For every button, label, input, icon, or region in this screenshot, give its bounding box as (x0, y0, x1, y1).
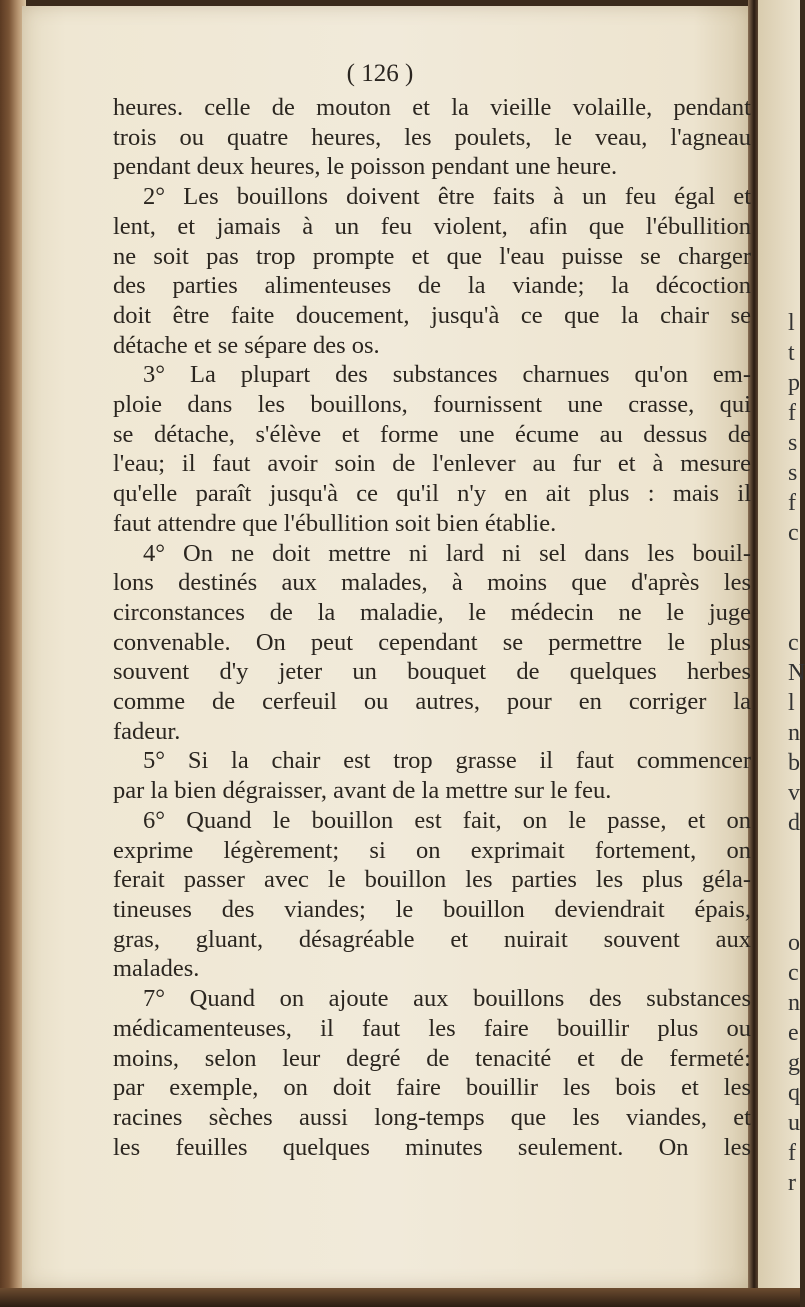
text-line: 5° Si la chair est trop grasse il faut commencer (143, 747, 751, 775)
adjacent-page-letter: c (788, 520, 799, 546)
text-line: faut attendre que l'ébullition soit bien établie. (113, 509, 557, 537)
adjacent-page-letter: f (788, 1140, 796, 1166)
adjacent-page-letter: o (788, 930, 800, 956)
adjacent-page-letter: n (788, 720, 800, 746)
text-line: circonstances de la maladie, le médecin ne le juge (113, 598, 751, 626)
text-line: convenable. On peut cependant se permettre le plus (113, 628, 751, 656)
text-line: des parties alimenteuses de la viande; la décoction (113, 272, 751, 300)
body-text (113, 93, 753, 1162)
text-line: détache et se sépare des os. (113, 331, 380, 359)
text-line: pendant deux heures, le poisson pendant une heure. (113, 153, 618, 181)
adjacent-page-letter: f (788, 490, 796, 516)
text-line: lent, et jamais à un feu violent, afin que l'ébullition (113, 212, 751, 240)
text-line: comme de cerfeuil ou autres, pour en corriger la (113, 688, 751, 716)
adjacent-page-letter: l (788, 310, 795, 336)
adjacent-page-letter: e (788, 1020, 799, 1046)
text-line: les feuilles quelques minutes seulement. On les (113, 1133, 751, 1161)
text-line: qu'elle paraît jusqu'à ce qu'il n'y en ait plus : mais il (113, 480, 751, 508)
book-bottom-edge (0, 1288, 800, 1307)
text-line: 7° Quand on ajoute aux bouillons des substances (143, 985, 751, 1013)
adjacent-page-edge (758, 0, 805, 1307)
text-line: lons destinés aux malades, à moins que d'après les (113, 569, 751, 597)
adjacent-page-letter: u (788, 1110, 800, 1136)
text-line: 2° Les bouillons doivent être faits à un feu égal et (143, 183, 751, 211)
text-line: se détache, s'élève et forme une écume au dessus de (113, 420, 751, 448)
text-line: médicamenteuses, il faut les faire bouillir plus ou (113, 1014, 751, 1042)
adjacent-page-letter: q (788, 1080, 800, 1106)
adjacent-page-letter: c (788, 960, 799, 986)
adjacent-page-letter: t (788, 340, 795, 366)
adjacent-page-letter: n (788, 990, 800, 1016)
page-number: ( 126 ) (346, 60, 414, 87)
text-line: heures. celle de mouton et la vieille volaille, pendant (113, 94, 751, 121)
text-line: par la bien dégraisser, avant de la mettre sur le feu. (113, 777, 612, 805)
adjacent-page-letter: c (788, 630, 799, 656)
text-line: souvent d'y jeter un bouquet de quelques herbes (113, 658, 751, 686)
adjacent-page-letter: s (788, 430, 798, 456)
text-line: gras, gluant, désagréable et nuirait souvent aux (113, 925, 751, 953)
adjacent-page-letter: s (788, 460, 798, 486)
text-line: moins, selon leur degré de tenacité et de fermeté: (113, 1044, 751, 1072)
adjacent-page-letter: N (788, 660, 805, 686)
text-line: doit être faite doucement, jusqu'à ce que la chair se (113, 301, 751, 329)
adjacent-page-letter: r (788, 1170, 796, 1196)
text-line: exprime légèrement; si on exprimait fortement, on (113, 836, 751, 864)
text-line: 4° On ne doit mettre ni lard ni sel dans les bouil- (143, 539, 751, 567)
text-line: ferait passer avec le bouillon les parties les plus géla- (113, 866, 751, 894)
text-line: ne soit pas trop prompte et que l'eau puisse se charger (113, 242, 751, 270)
text-line: ploie dans les bouillons, fournissent une crasse, qui (113, 391, 751, 419)
text-line: par exemple, on doit faire bouillir les bois et les (113, 1074, 751, 1102)
adjacent-page-letter: l (788, 690, 795, 716)
text-line: 3° La plupart des substances charnues qu'on em- (143, 361, 751, 389)
text-line: l'eau; il faut avoir soin de l'enlever au fur et à mesure (113, 450, 751, 478)
text-line: trois ou quatre heures, les poulets, le veau, l'agneau (113, 123, 751, 151)
text-line: tineuses des viandes; le bouillon deviendrait épais, (113, 895, 751, 923)
text-line: 6° Quand le bouillon est fait, on le passe, et on (143, 806, 751, 834)
text-line: fadeur. (113, 717, 181, 745)
adjacent-page-letter: v (788, 780, 800, 806)
text-line: malades. (113, 955, 200, 983)
adjacent-page-letter: b (788, 750, 800, 776)
adjacent-page-letter: d (788, 810, 800, 836)
text-line: racines sèches aussi long-temps que les viandes, et (113, 1103, 751, 1131)
adjacent-page-letter: p (788, 370, 800, 396)
adjacent-page-letter: g (788, 1050, 800, 1076)
adjacent-page-letter: f (788, 400, 796, 426)
